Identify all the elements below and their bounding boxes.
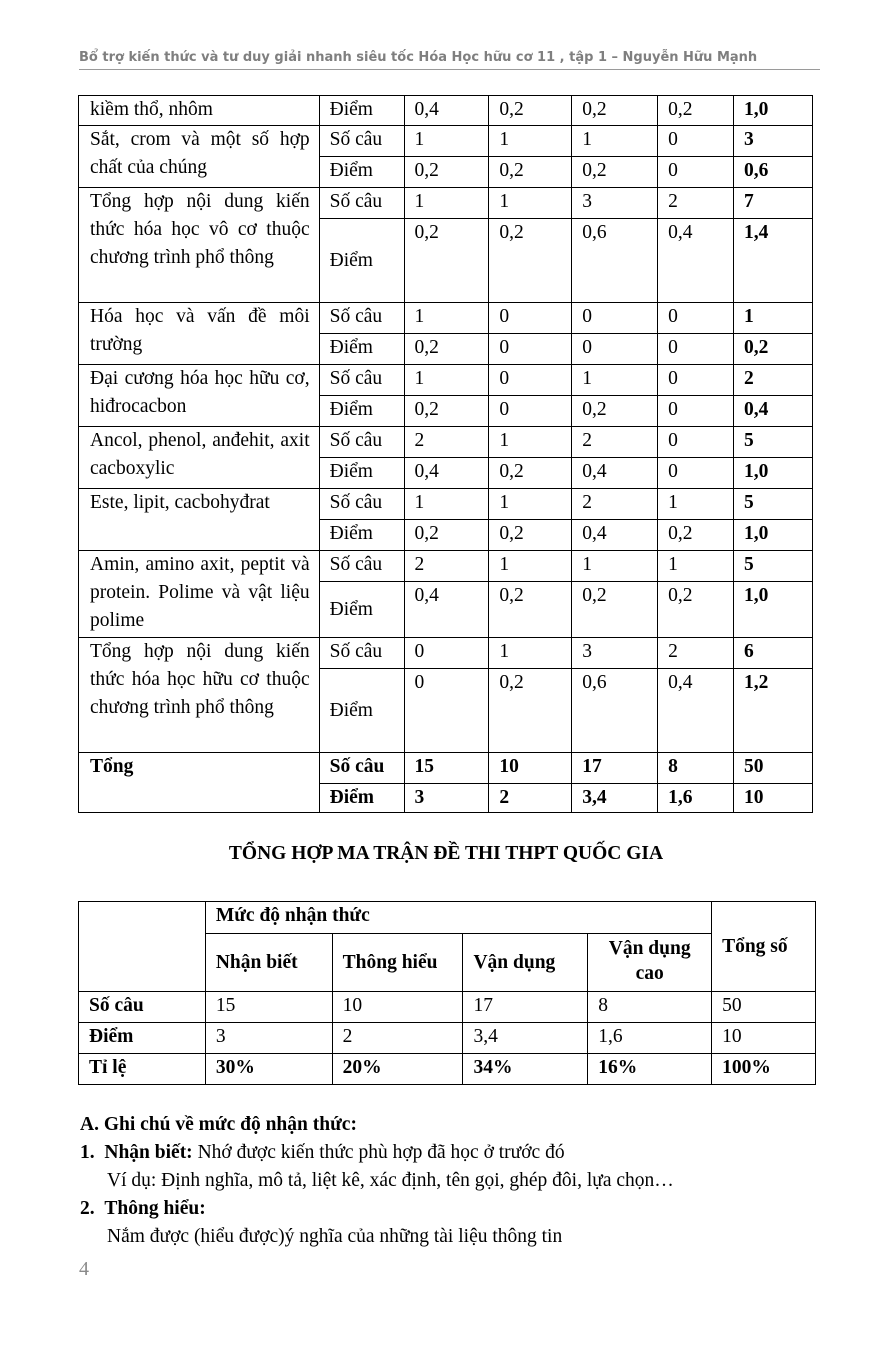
table-row <box>79 365 813 396</box>
summary-row-label: Tỉ lệ <box>79 1054 206 1085</box>
value-cell: 0,4 <box>572 458 658 489</box>
diem-label: Điểm <box>319 157 404 188</box>
so-cau-label: Số câu <box>319 753 404 784</box>
summary-row-label: Điểm <box>79 1023 206 1054</box>
value-cell: 0,4 <box>572 520 658 551</box>
value-cell: 0,4 <box>404 96 489 126</box>
value-cell: 0 <box>572 303 658 334</box>
diem-label: Điểm <box>319 396 404 427</box>
value-cell: 2 <box>658 188 734 219</box>
value-cell: 0,6 <box>572 669 658 753</box>
value-cell: 1 <box>489 188 572 219</box>
value-cell: 0,2 <box>572 582 658 638</box>
value-cell: 0 <box>658 458 734 489</box>
note-1-number: 1. <box>80 1142 95 1163</box>
summary-value-cell: 17 <box>463 992 588 1023</box>
value-cell: 0,4 <box>404 582 489 638</box>
so-cau-label: Số câu <box>319 303 404 334</box>
topic-cell: Đại cương hóa học hữu cơ, hiđrocacbon <box>79 365 320 427</box>
value-cell: 0,2 <box>572 157 658 188</box>
value-cell: 0,2 <box>658 96 734 126</box>
total-cell: 7 <box>734 188 813 219</box>
value-cell: 0,4 <box>658 669 734 753</box>
notes-section <box>80 1111 674 1251</box>
value-cell: 0,2 <box>489 520 572 551</box>
total-cell: 2 <box>734 365 813 396</box>
note-item-1 <box>80 1139 674 1167</box>
topic-cell: Tổng hợp nội dung kiến thức hóa học hữu cơ thuộc chương trình phổ thông <box>79 638 320 753</box>
value-cell: 1 <box>404 188 489 219</box>
topic-cell: Tổng hợp nội dung kiến thức hóa học vô cơ thuộc chương trình phổ thông <box>79 188 320 303</box>
value-cell: 1,6 <box>658 784 734 813</box>
value-cell: 3 <box>572 188 658 219</box>
topic-matrix-table <box>78 95 813 813</box>
note-2-number: 2. <box>80 1198 95 1219</box>
table-row <box>79 188 813 219</box>
value-cell: 0 <box>489 303 572 334</box>
page-number: 4 <box>79 1258 89 1280</box>
total-cell: 5 <box>734 427 813 458</box>
summary-row <box>79 1054 816 1085</box>
note-1-text: Nhớ được kiến thức phù hợp đã học ở trước đó <box>192 1142 565 1163</box>
value-cell: 1 <box>489 489 572 520</box>
table-row <box>79 489 813 520</box>
value-cell: 17 <box>572 753 658 784</box>
value-cell: 0,2 <box>404 334 489 365</box>
value-cell: 1 <box>404 126 489 157</box>
total-cell: 0,2 <box>734 334 813 365</box>
value-cell: 0 <box>404 669 489 753</box>
table-row <box>79 551 813 582</box>
so-cau-label: Số câu <box>319 188 404 219</box>
summary-value-cell: 8 <box>588 992 712 1023</box>
value-cell: 3,4 <box>572 784 658 813</box>
so-cau-label: Số câu <box>319 365 404 396</box>
value-cell: 0 <box>658 126 734 157</box>
table-row <box>79 126 813 157</box>
value-cell: 0,2 <box>658 582 734 638</box>
summary-total-cell: 10 <box>712 1023 816 1054</box>
total-cell: 3 <box>734 126 813 157</box>
total-cell: 1,0 <box>734 582 813 638</box>
value-cell: 2 <box>658 638 734 669</box>
summary-value-cell: 20% <box>332 1054 463 1085</box>
value-cell: 2 <box>404 427 489 458</box>
summary-value-cell: 34% <box>463 1054 588 1085</box>
summary-total-cell: 50 <box>712 992 816 1023</box>
col-header-van-dung-cao: Vận dụng cao <box>588 934 712 992</box>
value-cell: 0 <box>404 638 489 669</box>
topic-cell: kiềm thổ, nhôm <box>79 96 320 126</box>
note-2-label: Thông hiểu: <box>104 1198 206 1219</box>
summary-value-cell: 10 <box>332 992 463 1023</box>
value-cell: 1 <box>489 551 572 582</box>
table-row <box>79 753 813 784</box>
diem-label: Điểm <box>319 219 404 303</box>
value-cell: 3 <box>404 784 489 813</box>
notes-heading: A. Ghi chú về mức độ nhận thức: <box>80 1114 357 1135</box>
value-cell: 1 <box>572 365 658 396</box>
value-cell: 0 <box>489 365 572 396</box>
summary-value-cell: 16% <box>588 1054 712 1085</box>
value-cell: 0 <box>489 396 572 427</box>
diem-label: Điểm <box>319 669 404 753</box>
total-cell: 1,0 <box>734 520 813 551</box>
value-cell: 1 <box>404 365 489 396</box>
value-cell: 0 <box>572 334 658 365</box>
value-cell: 0,4 <box>658 219 734 303</box>
value-cell: 0 <box>658 303 734 334</box>
value-cell: 0,2 <box>489 669 572 753</box>
summary-value-cell: 15 <box>205 992 332 1023</box>
value-cell: 0,2 <box>404 396 489 427</box>
value-cell: 1 <box>658 489 734 520</box>
table-row <box>79 638 813 669</box>
value-cell: 0 <box>489 334 572 365</box>
summary-corner-cell <box>79 902 206 992</box>
summary-value-cell: 3 <box>205 1023 332 1054</box>
value-cell: 15 <box>404 753 489 784</box>
value-cell: 0,2 <box>489 458 572 489</box>
value-cell: 3 <box>572 638 658 669</box>
value-cell: 8 <box>658 753 734 784</box>
value-cell: 0 <box>658 365 734 396</box>
value-cell: 1 <box>404 303 489 334</box>
col-header-nhan-biet: Nhận biết <box>205 934 332 992</box>
value-cell: 0 <box>658 157 734 188</box>
so-cau-label: Số câu <box>319 551 404 582</box>
summary-value-cell: 1,6 <box>588 1023 712 1054</box>
topic-cell: Hóa học và vấn đề môi trường <box>79 303 320 365</box>
value-cell: 0,2 <box>572 96 658 126</box>
value-cell: 2 <box>489 784 572 813</box>
total-cell: 50 <box>734 753 813 784</box>
note-1-example: Ví dụ: Định nghĩa, mô tả, liệt kê, xác định, tên gọi, ghép đôi, lựa chọn… <box>107 1170 674 1191</box>
total-cell: 1,0 <box>734 96 813 126</box>
total-header: Tổng số <box>712 902 816 992</box>
summary-row-label: Số câu <box>79 992 206 1023</box>
note-item-2 <box>80 1195 674 1223</box>
topic-cell: Ancol, phenol, anđehit, axit cacboxylic <box>79 427 320 489</box>
value-cell: 1 <box>489 427 572 458</box>
note-1-label: Nhận biết: <box>104 1142 193 1163</box>
col-header-van-dung: Vận dụng <box>463 934 588 992</box>
summary-row <box>79 1023 816 1054</box>
diem-label: Điểm <box>319 96 404 126</box>
value-cell: 0,2 <box>658 520 734 551</box>
value-cell: 1 <box>658 551 734 582</box>
value-cell: 1 <box>572 126 658 157</box>
value-cell: 1 <box>572 551 658 582</box>
value-cell: 0,6 <box>572 219 658 303</box>
so-cau-label: Số câu <box>319 427 404 458</box>
topic-cell: Sắt, crom và một số hợp chất của chúng <box>79 126 320 188</box>
summary-total-cell: 100% <box>712 1054 816 1085</box>
total-cell: 6 <box>734 638 813 669</box>
running-header: Bổ trợ kiến thức và tư duy giải nhanh siêu tốc Hóa Học hữu cơ 11 , tập 1 – Nguyễn Hữu Mạnh <box>79 50 820 70</box>
value-cell: 2 <box>572 427 658 458</box>
so-cau-label: Số câu <box>319 638 404 669</box>
summary-table <box>78 901 816 1085</box>
value-cell: 0,2 <box>489 582 572 638</box>
total-cell: 0,4 <box>734 396 813 427</box>
total-cell: 0,6 <box>734 157 813 188</box>
total-cell: 5 <box>734 551 813 582</box>
diem-label: Điểm <box>319 784 404 813</box>
group-header: Mức độ nhận thức <box>205 902 711 934</box>
value-cell: 1 <box>404 489 489 520</box>
diem-label: Điểm <box>319 520 404 551</box>
note-2-text: Nắm được (hiểu được)ý nghĩa của những tài liệu thông tin <box>107 1226 563 1247</box>
diem-label: Điểm <box>319 582 404 638</box>
summary-value-cell: 2 <box>332 1023 463 1054</box>
total-cell: 1,0 <box>734 458 813 489</box>
value-cell: 2 <box>404 551 489 582</box>
topic-cell: Amin, amino axit, peptit và protein. Polime và vật liệu polime <box>79 551 320 638</box>
value-cell: 0,4 <box>404 458 489 489</box>
col-header-thong-hieu: Thông hiểu <box>332 934 463 992</box>
value-cell: 0 <box>658 427 734 458</box>
summary-value-cell: 3,4 <box>463 1023 588 1054</box>
so-cau-label: Số câu <box>319 126 404 157</box>
total-cell: 10 <box>734 784 813 813</box>
value-cell: 0 <box>658 396 734 427</box>
value-cell: 0,2 <box>404 157 489 188</box>
value-cell: 0,2 <box>404 520 489 551</box>
summary-row <box>79 992 816 1023</box>
value-cell: 0,2 <box>489 96 572 126</box>
total-cell: 1,2 <box>734 669 813 753</box>
summary-title: TỔNG HỢP MA TRẬN ĐỀ THI THPT QUỐC GIA <box>228 843 664 864</box>
value-cell: 0,2 <box>572 396 658 427</box>
value-cell: 0 <box>658 334 734 365</box>
diem-label: Điểm <box>319 458 404 489</box>
topic-cell: Tổng <box>79 753 320 813</box>
value-cell: 1 <box>489 638 572 669</box>
value-cell: 10 <box>489 753 572 784</box>
summary-value-cell: 30% <box>205 1054 332 1085</box>
table-row <box>79 96 813 126</box>
topic-cell: Este, lipit, cacbohyđrat <box>79 489 320 551</box>
value-cell: 2 <box>572 489 658 520</box>
value-cell: 1 <box>489 126 572 157</box>
table-row <box>79 303 813 334</box>
total-cell: 5 <box>734 489 813 520</box>
value-cell: 0,2 <box>404 219 489 303</box>
value-cell: 0,2 <box>489 219 572 303</box>
total-cell: 1 <box>734 303 813 334</box>
table-row <box>79 427 813 458</box>
so-cau-label: Số câu <box>319 489 404 520</box>
total-cell: 1,4 <box>734 219 813 303</box>
diem-label: Điểm <box>319 334 404 365</box>
value-cell: 0,2 <box>489 157 572 188</box>
